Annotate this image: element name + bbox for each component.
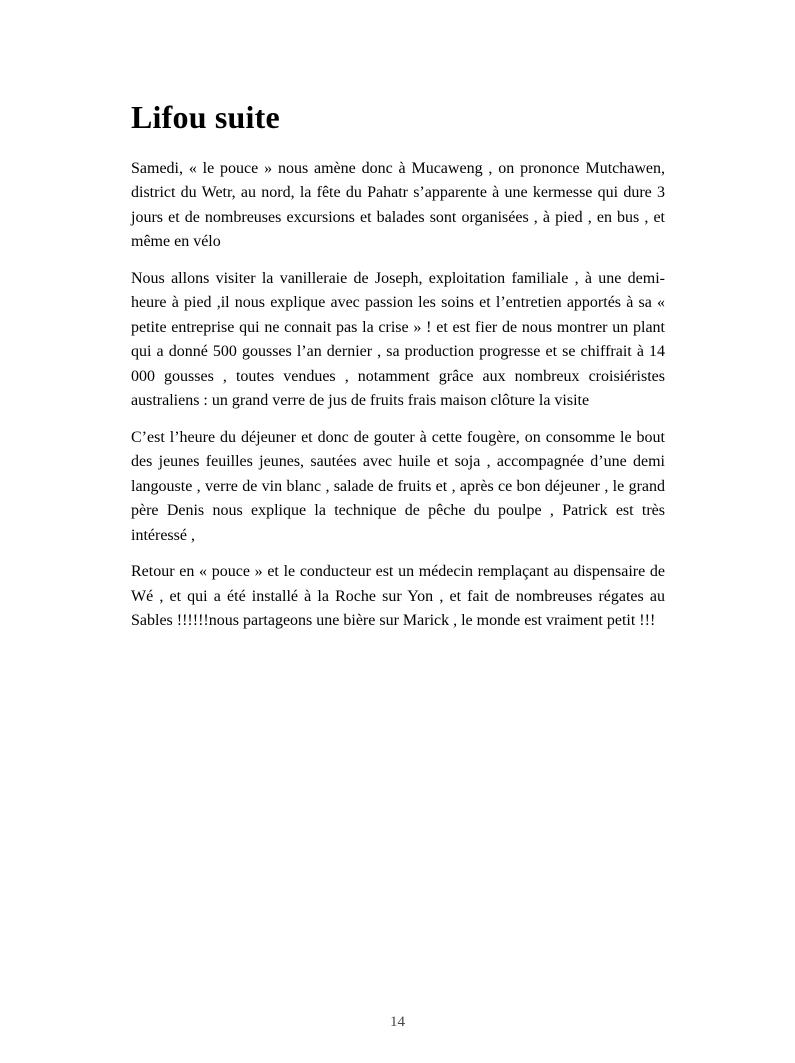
paragraph-dejeuner: C’est l’heure du déjeuner et donc de gouter à cette fougère, on consomme le bout des jeunes feuilles jeunes, sautées avec huile et soja , accompagnée d’une demi langouste , verre de vin blanc , salade de fruits et , après ce bon déjeuner , le grand père Denis nous explique la technique de pêche du poulpe , Patrick est très intéressé , [131,428,665,544]
page-content [131,99,665,646]
paragraph-retour-pouce: Retour en « pouce » et le conducteur est un médecin remplaçant au dispensaire de Wé , et qui a été installé à la Roche sur Yon , et fait de nombreuses régates au Sables !!!!!!nous partageons une bière sur Marick , le monde est vraiment petit !!! [131,563,665,630]
paragraph-samedi-pouce: Samedi, « le pouce » nous amène donc à Mucaweng , on prononce Mutchawen, district du Wetr, au nord, la fête du Pahatr s’apparente à une kermesse qui dure 3 jours et de nombreuses excursions et balades sont organisées , à pied , en bus , et même en vélo [131,159,665,251]
page-number: 14 [390,1014,405,1030]
paragraph-vanilleraie: Nous allons visiter la vanilleraie de Joseph, exploitation familiale , à une demi-heure à pied ,il nous explique avec passion les soins et l’entretien apportés à sa « petite entreprise qui ne connait pas la crise » ! et est fier de nous montrer un plant qui a donné 500 gousses l’an dernier , sa production progresse et se chiffrait à 14 000 gousses , toutes vendues , notamment grâce aux nombreux croisiéristes australiens : un grand verre de jus de fruits frais maison clôture la visite [131,269,665,410]
page-title: Lifou suite [131,99,280,135]
